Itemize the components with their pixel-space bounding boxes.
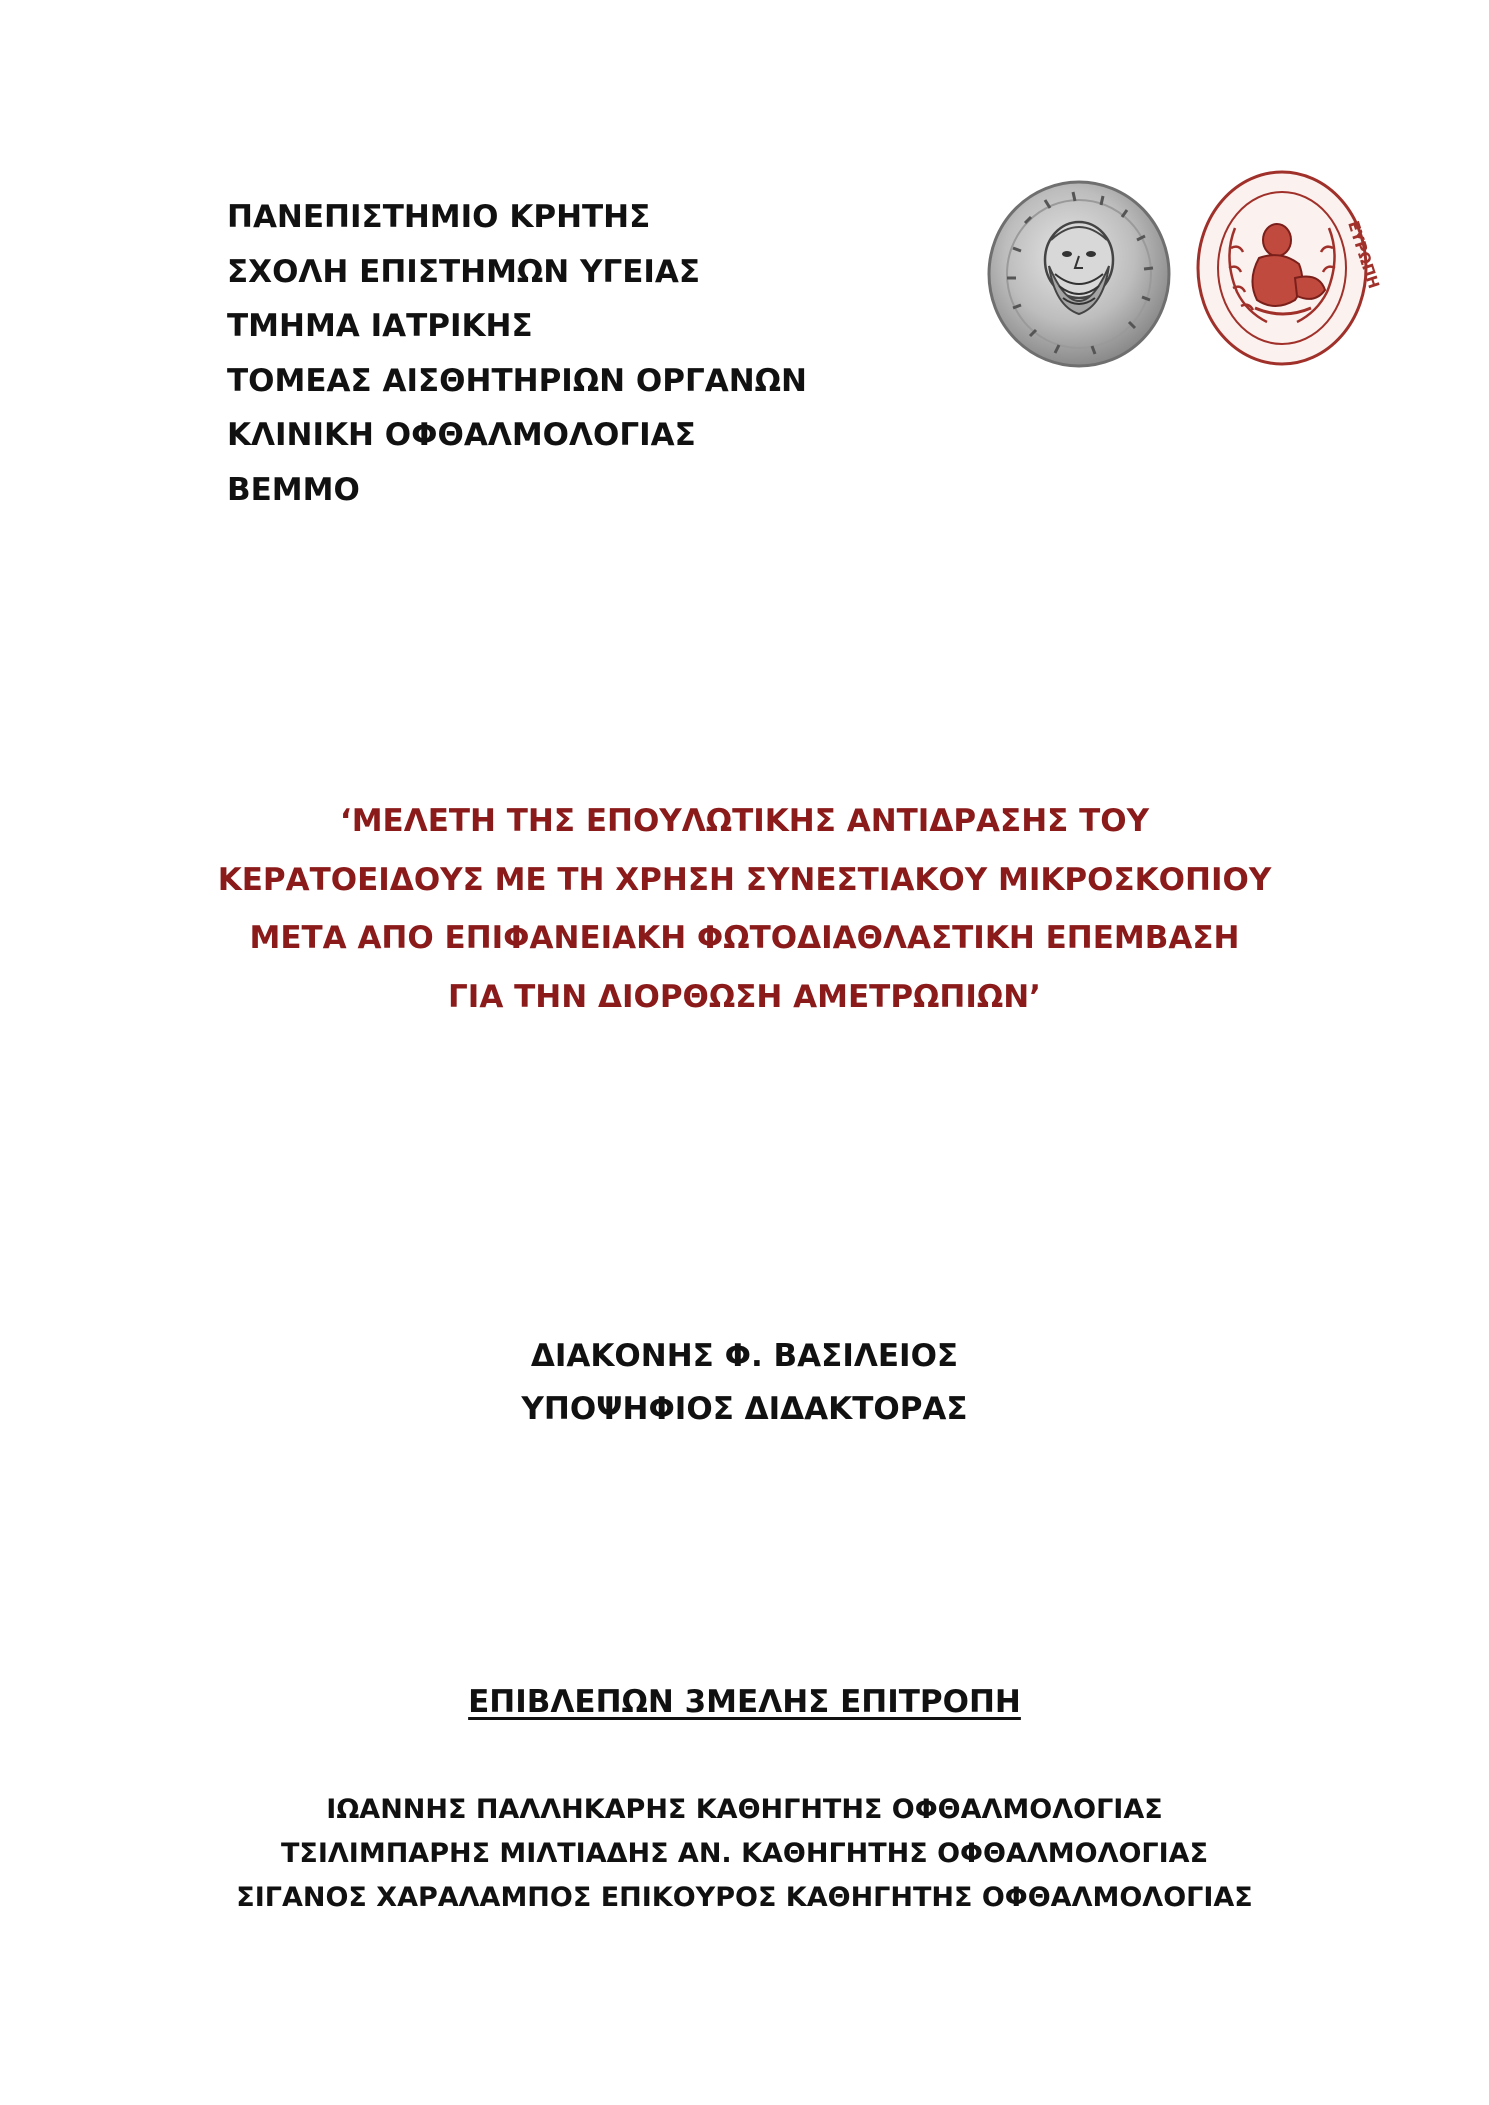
thesis-title-line: ΜΕΤΑ ΑΠΟ ΕΠΙΦΑΝΕΙΑΚΗ ΦΩΤΟΔΙΑΘΛΑΣΤΙΚΗ ΕΠΕΜΒΑΣΗ bbox=[249, 920, 1240, 956]
author-block bbox=[100, 1330, 1389, 1436]
header-clinic: ΚΛΙΝΙΚΗ ΟΦΘΑΛΜΟΛΟΓΙΑΣ bbox=[227, 417, 696, 453]
seals bbox=[985, 168, 1383, 373]
header-program: ΒΕΜΜΟ bbox=[227, 471, 360, 508]
author-role: ΥΠΟΨΗΦΙΟΣ ΔΙΔΑΚΤΟΡΑΣ bbox=[521, 1391, 968, 1427]
header-university: ΠΑΝΕΠΙΣΤΗΜΙΟ ΚΡΗΤΗΣ bbox=[227, 199, 651, 235]
header-department: ΤΜΗΜΑ ΙΑΤΡΙΚΗΣ bbox=[227, 308, 533, 344]
thesis-title-line: ΓΙΑ ΤΗΝ ΔΙΟΡΘΩΣΗ ΑΜΕΤΡΩΠΙΩΝ’ bbox=[448, 978, 1041, 1015]
header-school: ΣΧΟΛΗ ΕΠΙΣΤΗΜΩΝ ΥΓΕΙΑΣ bbox=[227, 253, 701, 290]
hippocrates-coin-seal-icon bbox=[985, 178, 1173, 368]
committee-member: ΣΙΓΑΝΟΣ ΧΑΡΑΛΑΜΠΟΣ ΕΠΙΚΟΥΡΟΣ ΚΑΘΗΓΗΤΗΣ ΟΦΘΑΛΜΟΛΟΓΙΑΣ bbox=[236, 1882, 1253, 1913]
committee-members bbox=[100, 1788, 1389, 1920]
europa-seal-icon bbox=[1195, 168, 1383, 368]
header-sector: ΤΟΜΕΑΣ ΑΙΣΘΗΤΗΡΙΩΝ ΟΡΓΑΝΩΝ bbox=[227, 362, 807, 399]
committee-member: ΤΣΙΛΙΜΠΑΡΗΣ ΜΙΛΤΙΑΔΗΣ ΑΝ. ΚΑΘΗΓΗΤΗΣ ΟΦΘΑΛΜΟΛΟΓΙΑΣ bbox=[280, 1838, 1209, 1869]
europa-seal-text: ΕΥΡΩΠΗ bbox=[1344, 218, 1383, 291]
author-name: ΔΙΑΚΟΝΗΣ Φ. ΒΑΣΙΛΕΙΟΣ bbox=[530, 1338, 959, 1374]
institution-header bbox=[227, 190, 927, 517]
committee-member: ΙΩΑΝΝΗΣ ΠΑΛΛΗΚΑΡΗΣ ΚΑΘΗΓΗΤΗΣ ΟΦΘΑΛΜΟΛΟΓΙΑΣ bbox=[326, 1794, 1163, 1825]
committee-heading: ΕΠΙΒΛΕΠΩΝ 3ΜΕΛΗΣ ΕΠΙΤΡΟΠΗ bbox=[468, 1684, 1021, 1720]
thesis-title bbox=[100, 792, 1389, 1026]
thesis-title-line: ‘ΜΕΛΕΤΗ ΤΗΣ ΕΠΟΥΛΩΤΙΚΗΣ ΑΝΤΙΔΡΑΣΗΣ ΤΟΥ bbox=[339, 803, 1150, 839]
thesis-title-line: ΚΕΡΑΤΟΕΙΔΟΥΣ ΜΕ ΤΗ ΧΡΗΣΗ ΣΥΝΕΣΤΙΑΚΟΥ ΜΙΚΡΟΣΚΟΠΙΟΥ bbox=[217, 861, 1272, 898]
